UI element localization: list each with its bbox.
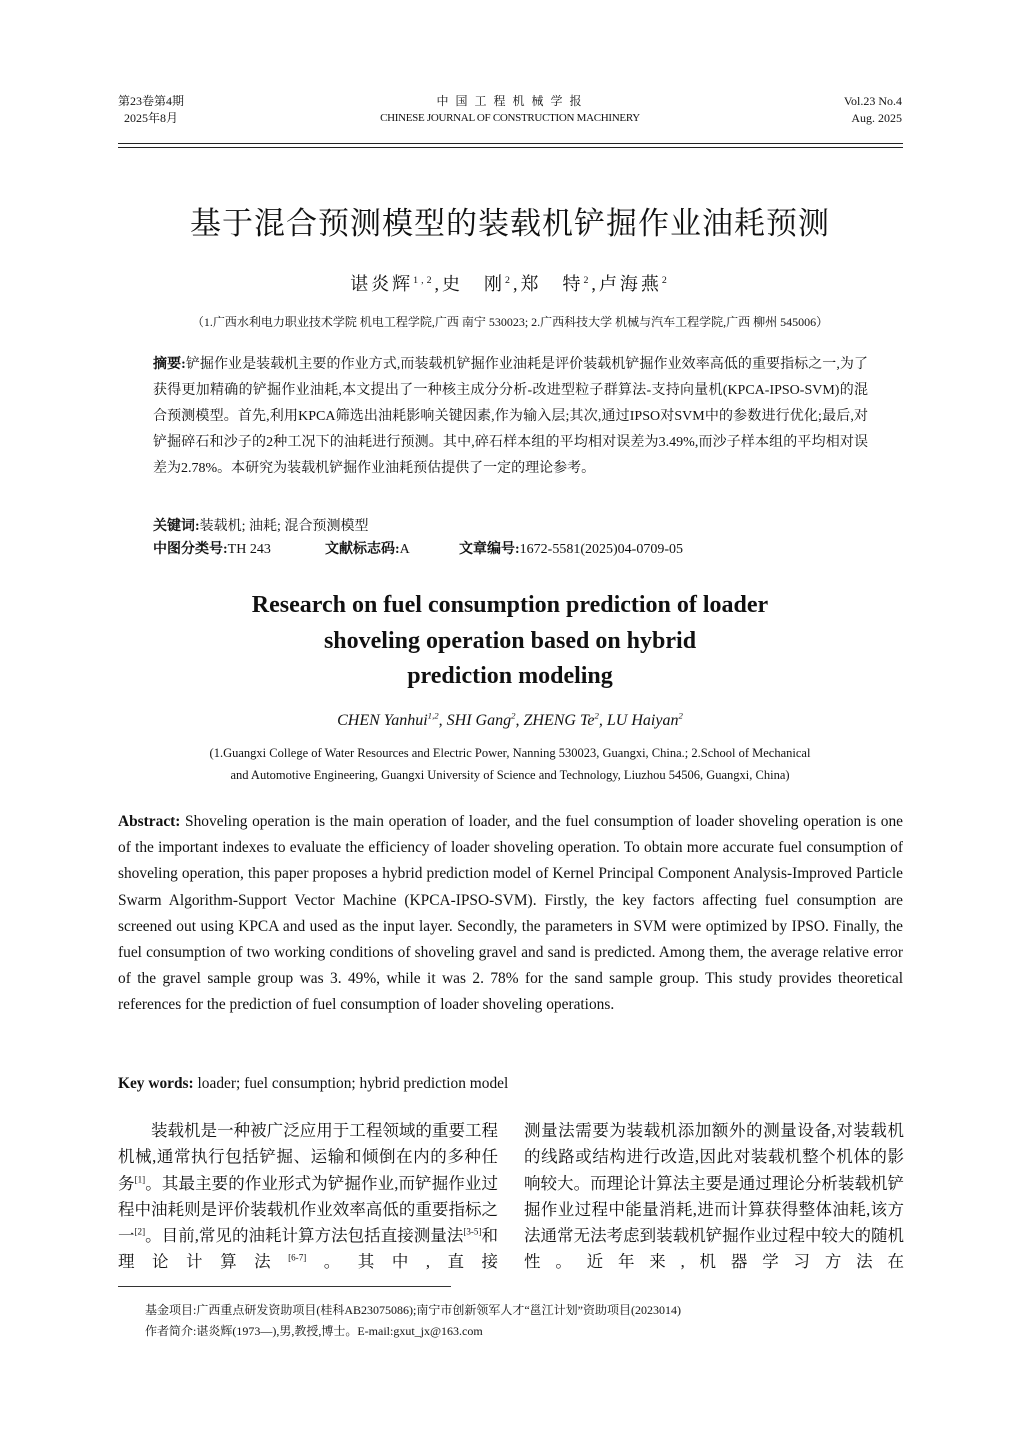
citation[interactable]: [2] — [134, 1226, 146, 1237]
journal-name-en: CHINESE JOURNAL OF CONSTRUCTION MACHINERY — [380, 112, 640, 124]
affiliation-cn: （1.广西水利电力职业技术学院 机电工程学院,广西 南宁 530023; 2.广西科技大学 机械与汽车工程学院,广西 柳州 545006） — [191, 315, 829, 329]
volume-issue-cn: 第23卷第4期 — [118, 94, 185, 108]
footnote-author-bio: 作者简介:谌炎辉(1973—),男,教授,博士。E-mail:gxut_jx@163.com — [145, 1324, 483, 1338]
footnote-funding: 基金项目:广西重点研发资助项目(桂科AB23075086);南宁市创新领军人才“邕江计划”资助项目(2023014) — [145, 1303, 681, 1317]
abstract-text-cn: 铲掘作业是装载机主要的作业方式,而装载机铲掘作业油耗是评价装载机铲掘作业效率高低的重要指标之一,为了获得更加精确的铲掘作业油耗,本文提出了一种核主成分分析-改进型粒子群算法-支持向量机(KPCA-IPSO-SVM)的混合预测模型。首先,利用KPCA筛选出油耗影响关键因素,作为输入层;其次,通过IPSO对SVM中的参数进行优化;最后,对铲掘碎石和沙子的2种工况下的油耗进行预测。其中,碎石样本组的平均相对误差为3.49%,而沙子样本组的平均相对误差为2.78%。本研究为装载机铲掘作业油耗预估提供了一定的理论参考。 — [153, 357, 868, 476]
citation[interactable]: [1] — [134, 1174, 146, 1185]
date-en: Aug. 2025 — [851, 111, 902, 125]
abstract-text-en: Shoveling operation is the main operation of loader, and the fuel consumption of loader shoveling operation is one of the important indexes to evaluate the efficiency of loader shoveling operation. To obtain more accurate fuel consumption of shoveling operation, this paper proposes a hybrid prediction model of Kernel Principal Component Analysis-Improved Particle Swarm Algorithm-Support Vector Machine (KPCA-IPSO-SVM). Firstly, the key factors affecting fuel consumption are screened out using KPCA and used as the input layer. Secondly, the parameters in SVM were optimized by IPSO. Finally, the fuel consumption of two working conditions of shoveling gravel and sand is predicted. Among them, the average relative error of the gravel sample group was 3. 49%, while it was 2. 78% for the sand sample group. This study provides theoretical references for the prediction of fuel consumption of loader shoveling operations. — [118, 813, 903, 1014]
affiliation-en: (1.Guangxi College of Water Resources and Electric Power, Nanning 530023, Guangxi, China.; 2.School of Mechanical and Automotive Engineering, Guangxi University of Science and Technology, Liuzhou 54506, Guangxi, China) — [209, 746, 811, 782]
authors-cn: 谌炎辉$^{1,2}$,史 刚$^2$,郑 特$^2$,卢海燕$^2$ — [350, 274, 670, 294]
paper-title-cn: 基于混合预测模型的装载机铲掘作业油耗预测 — [190, 206, 830, 242]
authors-en: CHEN Yanhui$^{1,2}$, SHI Gang$^2$, ZHENG Te$^2$, LU Haiyan$^2$ — [337, 710, 683, 729]
volume-issue-en: Vol.23 No.4 — [843, 94, 902, 108]
body-column-right: 测量法需要为装载机添加额外的测量设备,对装载机的线路或结构进行改造,因此对装载机整个机体的影响较大。而理论计算法主要是通过理论分析装载机铲掘作业过程中能量消耗,进而计算获得整体油耗,该方法通常无法考虑到装载机铲掘作业过程中较大的随机性。近年来,机器学习方法在 — [524, 1121, 904, 1272]
header-rule — [118, 147, 903, 148]
journal-name-cn: 中 国 工 程 机 械 学 报 — [436, 94, 584, 108]
abstract-label-cn: 摘要: — [153, 357, 186, 372]
footnote-rule — [118, 1286, 451, 1287]
citation[interactable]: [3-5] — [463, 1226, 482, 1237]
issue-info-en — [844, 93, 902, 127]
paper-title-en: Research on fuel consumption prediction of loader shoveling operation based on hybrid prediction modeling — [251, 592, 769, 689]
keywords-cn: 关键词:装载机; 油耗; 混合预测模型 — [153, 519, 369, 534]
abstract-cn — [153, 352, 868, 482]
classification-info: 中图分类号:TH 243 文献标志码:A 文章编号:1672-5581(2025)04-0709-05 — [153, 542, 683, 557]
date-cn: 2025年8月 — [124, 111, 179, 125]
header-rule — [118, 143, 903, 144]
keywords-en: Key words: loader; fuel consumption; hybrid prediction model — [118, 1075, 509, 1092]
body-column-left: 装载机是一种被广泛应用于工程领域的重要工程机械,通常执行包括铲掘、运输和倾倒在内的多种任务[1]。其最主要的作业形式为铲掘作业,而铲掘作业过程中油耗则是评价装载机作业效率高低的重要指标之一[2]。目前,常见的油耗计算方法包括直接测量法[3-5]和理论计算法[6-7]。其中,直接 — [118, 1121, 499, 1272]
abstract-label-en: Abstract: — [118, 813, 181, 830]
abstract-en — [118, 809, 903, 1019]
citation[interactable]: [6-7] — [288, 1252, 307, 1263]
